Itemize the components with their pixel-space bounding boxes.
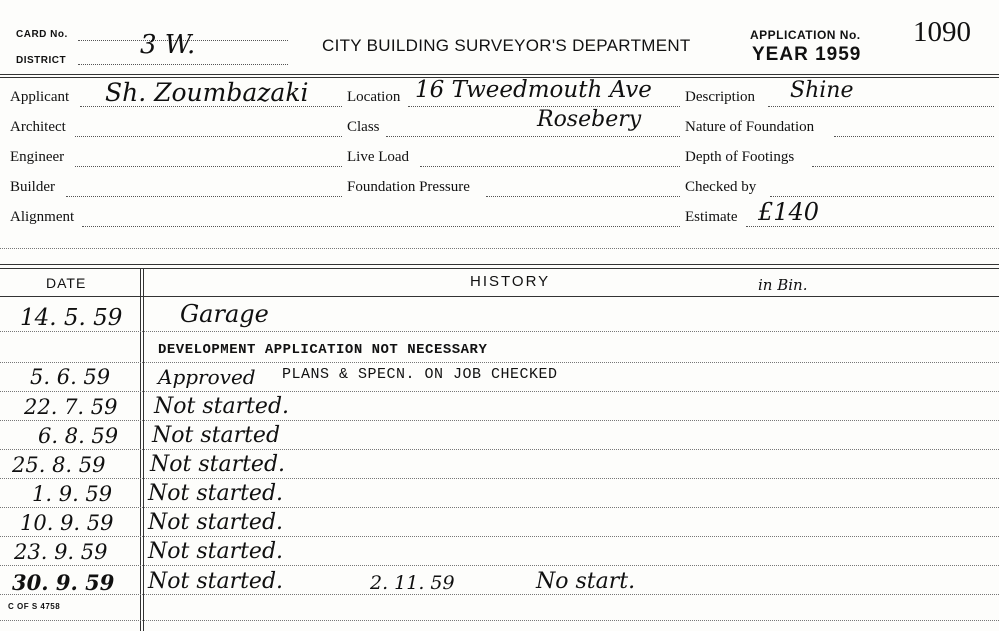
history-entry: Not started.: [148, 569, 284, 594]
history-row-line: [0, 620, 999, 621]
nature-of-foundation-label: Nature of Foundation: [685, 119, 815, 135]
history-date: 23. 9. 59: [14, 540, 108, 564]
history-entry: Not started.: [154, 394, 290, 419]
application-no-value: 1090: [913, 16, 971, 48]
foundation-pressure-line: [486, 196, 680, 197]
location-value: 16 Tweedmouth Ave: [415, 77, 652, 103]
class-label: Class: [347, 119, 380, 135]
history-date: 14. 5. 59: [20, 305, 123, 331]
department-title: CITY BUILDING SURVEYOR'S DEPARTMENT: [322, 36, 691, 55]
alignment-line: [82, 226, 680, 227]
live-load-line: [420, 166, 680, 167]
location-label: Location: [347, 89, 401, 105]
history-row-line: [0, 536, 999, 537]
history-row-line: [0, 565, 999, 566]
engineer-line: [75, 166, 342, 167]
history-top-rule: [0, 264, 999, 265]
history-entry: Not started: [152, 423, 281, 448]
applicant-value: Sh. Zoumbazaki: [105, 78, 309, 107]
estimate-label: Estimate: [685, 209, 738, 225]
history-top-rule-2: [0, 268, 999, 269]
history-entry: Not started.: [150, 452, 286, 477]
date-header: DATE: [46, 275, 87, 291]
depth-of-footings-line: [812, 166, 994, 167]
history-row-line: [0, 362, 999, 363]
checked-by-label: Checked by: [685, 179, 757, 195]
history-date: 10. 9. 59: [20, 511, 114, 535]
history-row-line: [0, 594, 999, 595]
description-value: Shine: [790, 78, 854, 103]
builder-line: [66, 196, 342, 197]
typed-plans-note: PLANS & SPECN. ON JOB CHECKED: [282, 366, 558, 383]
class-line: [386, 136, 680, 137]
foundation-pressure-label: Foundation Pressure: [347, 179, 470, 195]
development-stamp: DEVELOPMENT APPLICATION NOT NECESSARY: [158, 342, 488, 358]
depth-of-footings-label: Depth of Footings: [685, 149, 795, 165]
description-line: [768, 106, 994, 107]
history-row-line: [0, 331, 999, 332]
history-entry: Approved: [158, 365, 256, 389]
architect-line: [75, 136, 342, 137]
architect-label: Architect: [10, 119, 66, 135]
district-label: DISTRICT: [16, 55, 67, 66]
history-date: 30. 9. 59: [12, 570, 115, 595]
final-date: 2. 11. 59: [370, 572, 455, 594]
district-line: [78, 64, 288, 65]
header-rule: [0, 74, 999, 75]
builder-label: Builder: [10, 179, 55, 195]
history-date: 22. 7. 59: [24, 395, 118, 419]
form-code: C OF S 4758: [8, 602, 61, 611]
application-no-label: APPLICATION No.: [750, 28, 861, 42]
alignment-label: Alignment: [10, 209, 75, 225]
year-label: YEAR 1959: [752, 44, 862, 65]
location-value-suburb: Rosebery: [537, 107, 642, 132]
checked-by-line: [770, 196, 994, 197]
live-load-label: Live Load: [347, 149, 410, 165]
history-row-line: [0, 391, 999, 392]
history-entry: Not started.: [148, 510, 284, 535]
history-date: 6. 8. 59: [38, 424, 119, 448]
history-header-rule: [0, 296, 999, 297]
history-date: 1. 9. 59: [32, 482, 113, 506]
fields-end-dotted: [0, 248, 999, 249]
final-entry: No start.: [536, 569, 636, 594]
history-row-line: [0, 507, 999, 508]
history-entry: Garage: [180, 300, 269, 328]
nature-of-foundation-line: [834, 136, 994, 137]
history-entry: Not started.: [148, 539, 284, 564]
history-entry: Not started.: [148, 481, 284, 506]
district-value: 3 W.: [140, 30, 196, 60]
card-no-label: CARD No.: [16, 29, 68, 40]
history-header: HISTORY: [470, 273, 551, 290]
applicant-label: Applicant: [10, 89, 70, 105]
estimate-line: [746, 226, 994, 227]
history-row-line: [0, 449, 999, 450]
history-row-line: [0, 478, 999, 479]
history-row-line: [0, 420, 999, 421]
margin-note: in Bin.: [758, 276, 808, 294]
engineer-label: Engineer: [10, 149, 65, 165]
estimate-value: £140: [758, 198, 820, 226]
description-label: Description: [685, 89, 755, 105]
history-date: 25. 8. 59: [12, 453, 106, 477]
history-date: 5. 6. 59: [30, 365, 111, 389]
